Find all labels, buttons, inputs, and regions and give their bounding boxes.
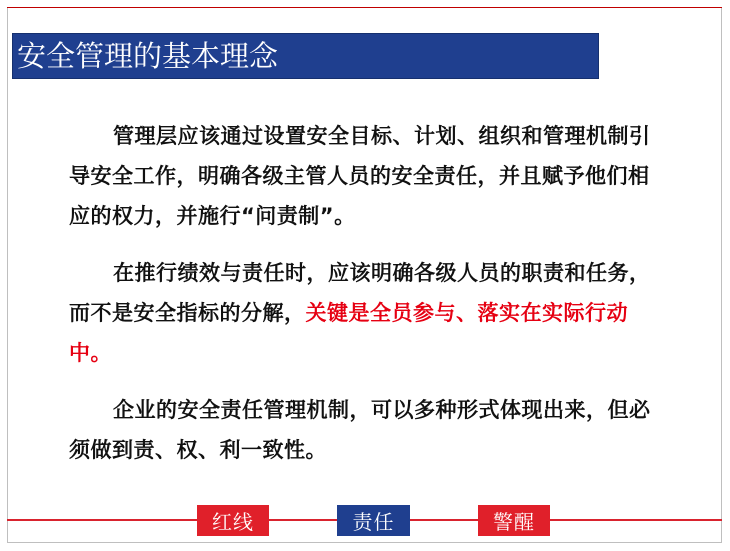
footer-tag-alert-label: 警醒 bbox=[493, 510, 535, 534]
top-rule bbox=[7, 7, 722, 8]
paragraph-mechanism bbox=[69, 390, 669, 470]
title-bar bbox=[12, 33, 599, 79]
paragraph-performance-highlight: 关键是全员参与、落实在实际行动中。 bbox=[69, 301, 628, 365]
footer-tag-redline-label: 红线 bbox=[212, 510, 254, 534]
paragraph-management-text: 管理层应该通过设置安全目标、计划、组织和管理机制引导安全工作，明确各级主管人员的安全责任，并且赋予他们相应的权力，并施行“问责制”。 bbox=[69, 124, 651, 228]
paragraph-performance-text: 在推行绩效与责任时，应该明确各级人员的职责和任务，而不是安全指标的分解， bbox=[69, 261, 651, 325]
footer-tag-responsibility-label: 责任 bbox=[352, 510, 395, 534]
footer-tag-redline bbox=[197, 505, 269, 536]
slide-title: 安全管理的基本理念 bbox=[17, 38, 279, 73]
paragraph-performance bbox=[69, 253, 669, 373]
footer-tag-alert bbox=[478, 505, 550, 536]
slide-body bbox=[69, 116, 669, 470]
footer-tag-responsibility bbox=[337, 505, 410, 536]
paragraph-mechanism-text: 企业的安全责任管理机制，可以多种形式体现出来，但必须做到责、权、利一致性。 bbox=[69, 398, 651, 462]
paragraph-management bbox=[69, 116, 669, 236]
